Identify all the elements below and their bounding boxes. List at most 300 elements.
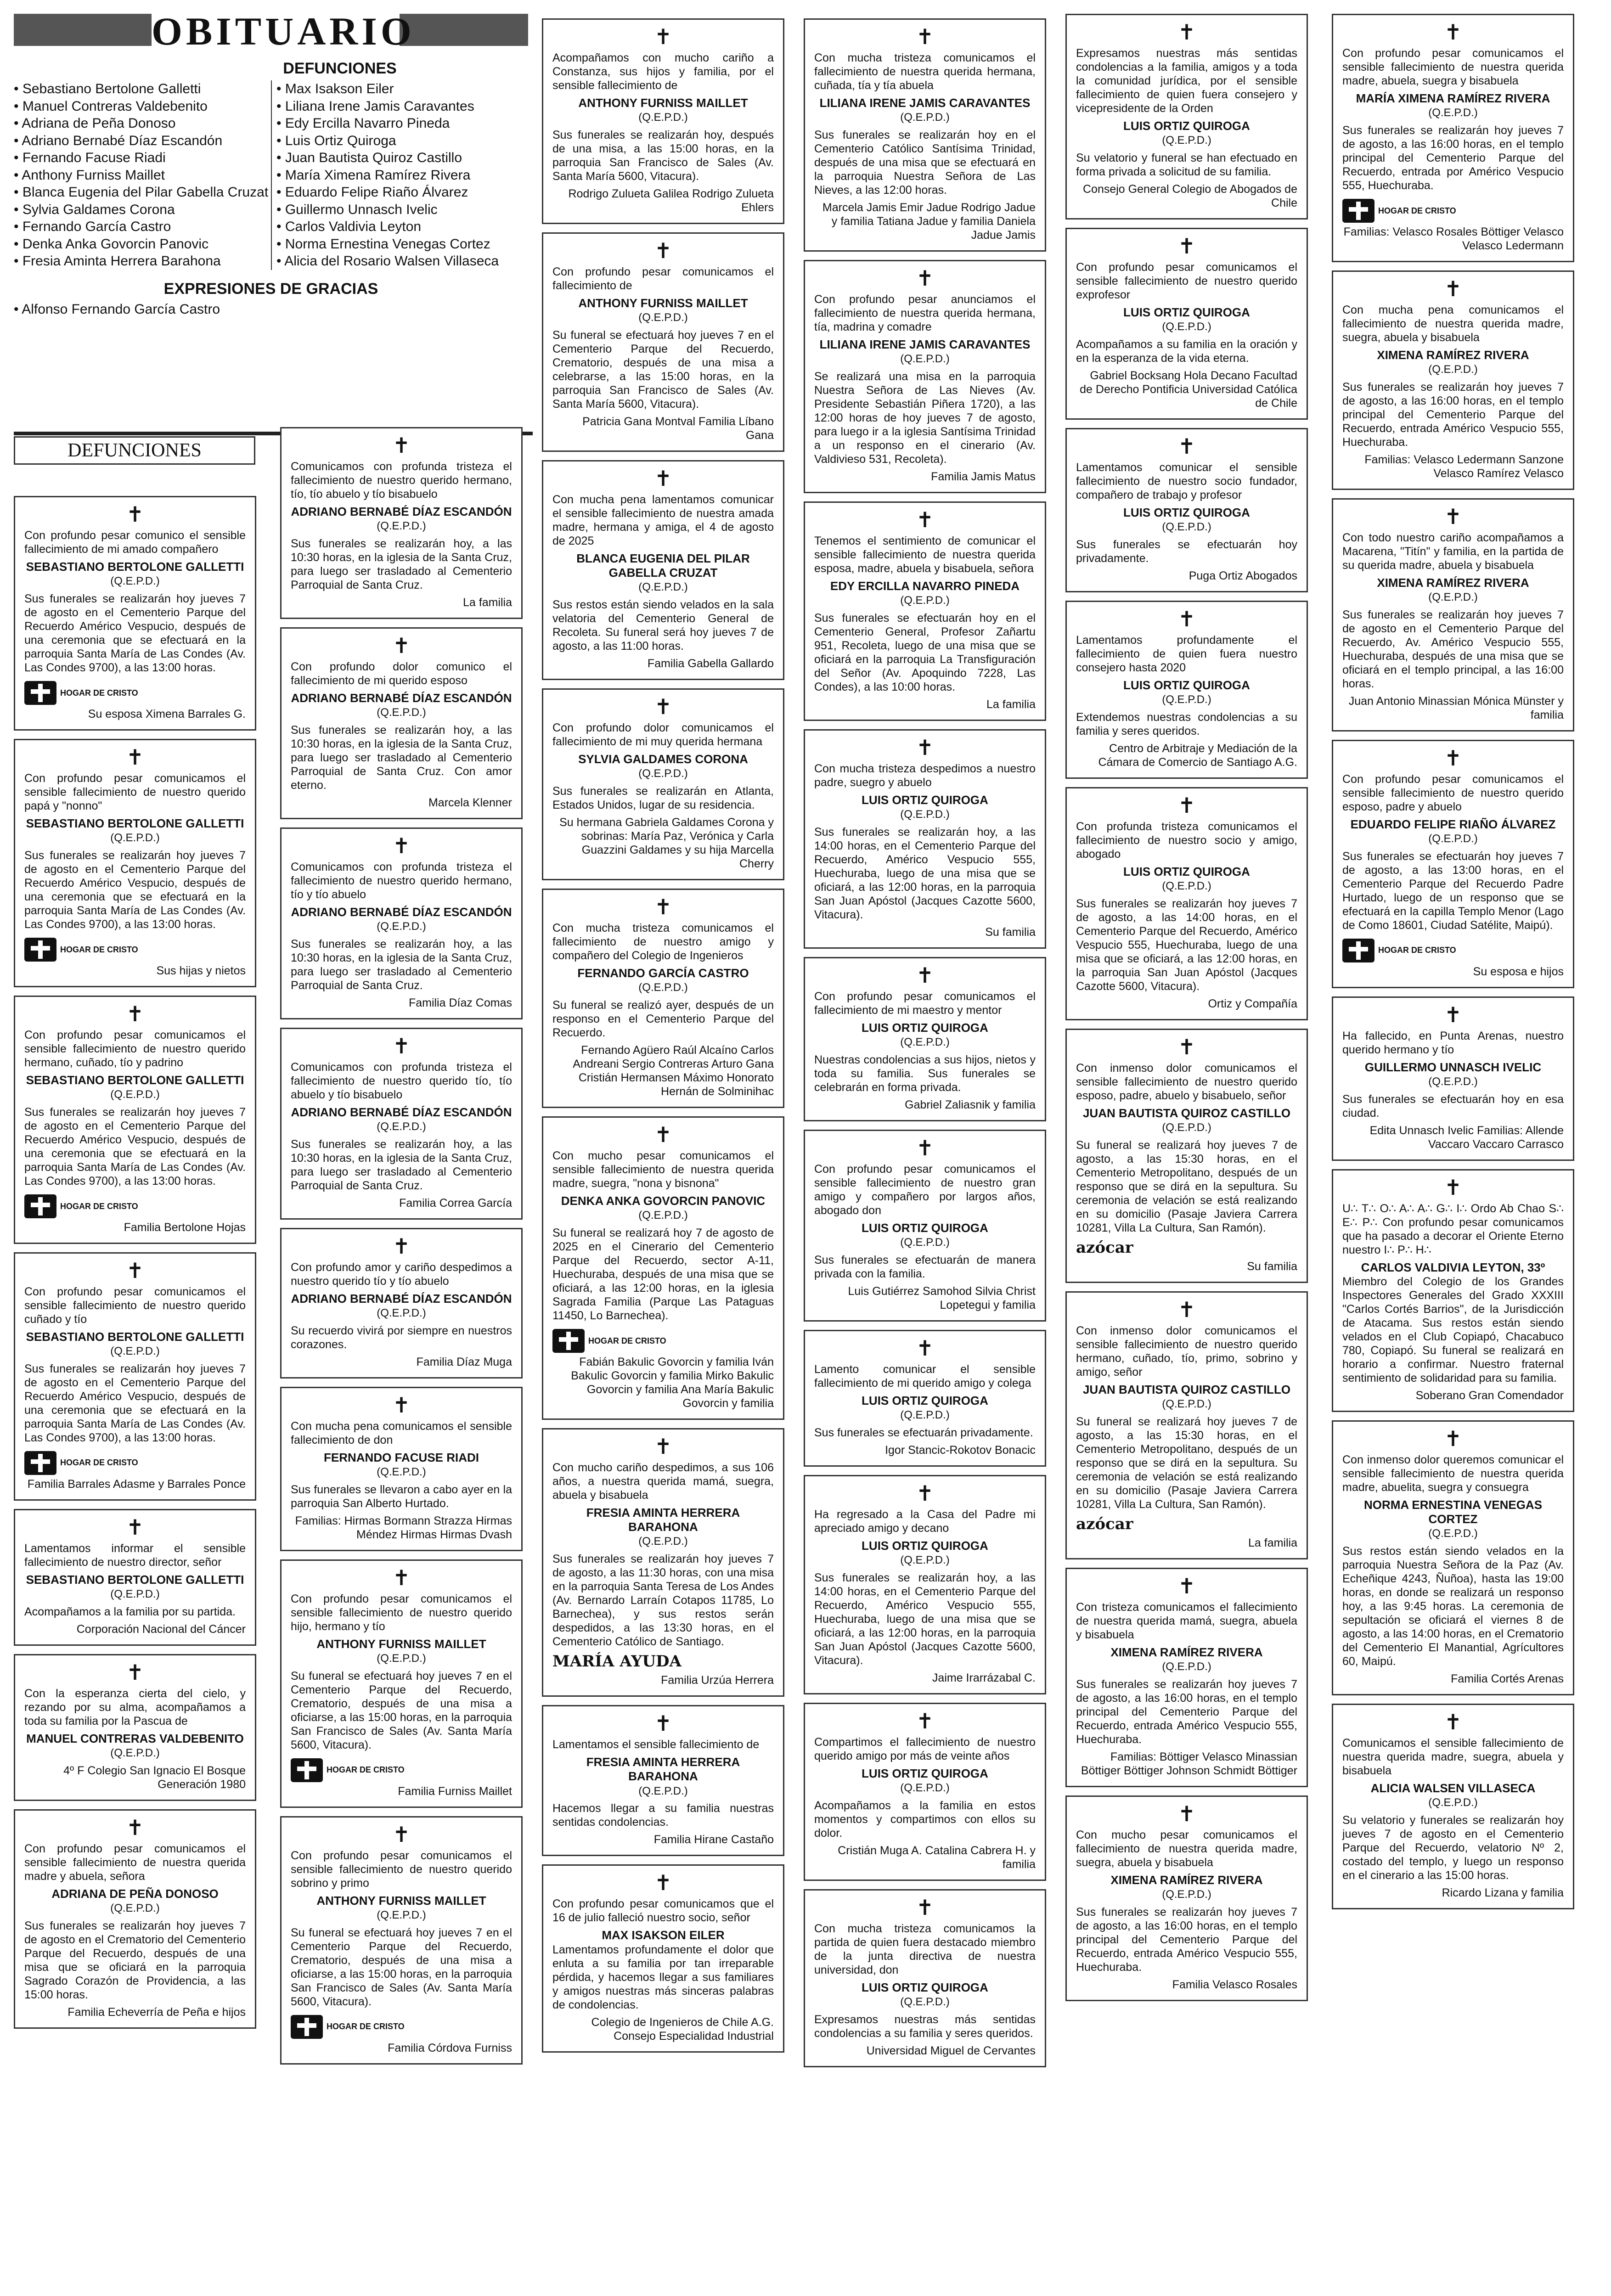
cross-icon: ✝ [654,895,672,920]
index-item: • Edy Ercilla Navarro Pineda [276,115,524,132]
qepd-label: (Q.E.P.D.) [638,767,688,780]
hogar-de-cristo-logo [24,681,138,705]
deceased-name: ANTHONY FURNISS MAILLET [578,96,748,110]
cross-icon: ✝ [916,735,934,760]
deceased-name: LUIS ORTIZ QUIROGA [862,1766,988,1780]
notice-intro: Con profundo pesar comunicamos el sensible fallecimiento de nuestro querido esposo, padre y abuelo [1342,772,1564,813]
obituary-notice [1332,996,1574,1161]
index-item: • Fernando García Castro [14,218,271,236]
index-item: • Sylvia Galdames Corona [14,201,271,219]
deceased-name: NORMA ERNESTINA VENEGAS CORTEZ [1363,1498,1543,1526]
qepd-label: (Q.E.P.D.) [900,111,950,124]
notice-intro: Con profundo pesar comunicamos el sensible fallecimiento de nuestro querido sobrino y primo [291,1849,512,1890]
cross-icon: ✝ [392,1033,411,1058]
notice-body: Sus funerales se realizarán hoy en el Cementerio Católico Santísima Trinidad, después de una misa que se efectuará en la parroquia Nuestra Señora de Las Nieves, a las 12:00 horas. [814,128,1036,197]
obituary-notice [804,1130,1046,1322]
column-3 [542,18,784,2061]
qepd-label: (Q.E.P.D.) [638,311,688,324]
hogar-de-cristo-logo [24,1194,138,1218]
deceased-name: LUIS ORTIZ QUIROGA [862,793,988,807]
obituary-notice [804,501,1046,721]
deceased-name: DENKA ANKA GOVORCIN PANOVIC [561,1194,766,1208]
notice-body: Sus funerales se efectuarán hoy jueves 7 de agosto, a las 13:00 horas, en el Cementerio Parque del Recuerdo Padre Hurtado, luego de un responso que se efectuará en la capilla Templo Menor (Lago de Como 18601, Ciudad Satélite, Maipú). [1342,850,1564,932]
hogar-de-cristo-logo [291,2015,405,2039]
cross-icon: ✝ [1444,1002,1462,1027]
azocar-logo: azócar [1076,1238,1133,1257]
notice-body: Sus funerales se efectuarán de manera privada con la familia. [814,1253,1036,1280]
notice-signature: Su familia [1247,1260,1297,1273]
qepd-label: (Q.E.P.D.) [638,1535,688,1548]
obituary-notice [14,1809,256,2029]
deceased-name: SEBASTIANO BERTOLONE GALLETTI [26,560,244,574]
index-item: • Adriana de Peña Donoso [14,115,271,132]
notice-signature: La familia [986,698,1036,711]
qepd-label: (Q.E.P.D.) [638,111,688,124]
cross-icon: ✝ [654,1711,672,1736]
obituary-notice [542,232,784,452]
qepd-label: (Q.E.P.D.) [900,1782,950,1795]
notice-intro: Con mucho cariño despedimos, a sus 106 años, a nuestra querida mamá, suegra, abuela y bisabuela [552,1461,774,1502]
deceased-name: SEBASTIANO BERTOLONE GALLETTI [26,1329,244,1344]
obituary-notice [1332,1169,1574,1412]
hogar-de-cristo-icon [24,1451,56,1475]
obituary-notice [804,260,1046,493]
notice-signature: Familia Urzúa Herrera [661,1674,774,1687]
index-list-right [276,80,524,270]
notice-intro: Con todo nuestro cariño acompañamos a Macarena, "Titín" y familia, en la partida de su querida madre, abuela y bisabuela [1342,531,1564,572]
index-item: • Blanca Eugenia del Pilar Gabella Cruzat [14,184,271,201]
cross-icon: ✝ [126,1001,144,1026]
cross-icon: ✝ [916,1708,934,1733]
qepd-label: (Q.E.P.D.) [638,981,688,994]
notice-intro: Con profunda tristeza comunicamos el fallecimiento de nuestro socio y amigo, abogado [1076,820,1297,861]
maria-ayuda-logo: MARÍA AYUDA [552,1652,682,1671]
notice-body: Sus funerales se realizarán hoy jueves 7 de agosto en el Cementerio Parque del Recuerdo Américo Vespucio, después de una ceremonia que se efectuará en la parroquia Santa María de Las Condes (Av. Las Condes 9700), a las 13:00 horas. [24,592,246,674]
deceased-name: LUIS ORTIZ QUIROGA [862,1221,988,1235]
notice-intro: Con profundo pesar comunicamos el sensible fallecimiento de nuestro gran amigo y compañero por largos años, abogado don [814,1162,1036,1217]
cross-icon: ✝ [1444,504,1462,529]
hogar-de-cristo-text: HOGAR DE CRISTO [60,688,138,698]
qepd-label: (Q.E.P.D.) [1162,134,1211,147]
obituary-notice [1332,498,1574,732]
qepd-label: (Q.E.P.D.) [900,808,950,821]
deceased-name: ADRIANA DE PEÑA DONOSO [51,1886,219,1901]
cross-icon: ✝ [126,744,144,770]
obituary-notice [1065,1291,1308,1559]
cross-icon: ✝ [126,1660,144,1685]
cross-icon: ✝ [916,1135,934,1160]
qepd-label: (Q.E.P.D.) [638,1784,688,1797]
index-item: • Luis Ortiz Quiroga [276,132,524,150]
notice-intro: Tenemos el sentimiento de comunicar el sensible fallecimiento de nuestra querida esposa, madre, abuela y bisabuela, señora [814,534,1036,575]
qepd-label: (Q.E.P.D.) [1428,1075,1478,1088]
notice-body: Sus funerales se efectuarán hoy en el Cementerio General, Profesor Zañartu 951, Recoleta, luego de una misa que se oficiará en la parroquia La Transfiguración del Señor (Av. Apoquindo 7228, Las Condes), a las 10:00 horas. [814,611,1036,693]
obituary-notice [542,889,784,1108]
qepd-label: (Q.E.P.D.) [1428,107,1478,119]
qepd-label: (Q.E.P.D.) [377,1466,426,1479]
obituary-notice [542,1116,784,1420]
notice-intro: Con inmenso dolor comunicamos el sensible fallecimiento de nuestro querido hermano, cuñado, tío, primo, sobrino y amigo, señor [1076,1324,1297,1379]
obituary-notice [1332,1704,1574,1909]
notice-body: Sus funerales se realizarán hoy, a las 10:30 horas, en la iglesia de la Santa Cruz, para luego ser trasladado al Cementerio Parroquial de Santa Cruz. [291,1137,512,1192]
index-item: • Denka Anka Govorcin Panovic [14,236,271,253]
hogar-de-cristo-icon [24,938,56,962]
notice-signature: Su esposa Ximena Barrales G. [88,707,246,720]
notice-signature: Familia Díaz Comas [408,996,512,1009]
hogar-de-cristo-logo [24,1451,138,1475]
notice-body: Su funeral se efectuará hoy jueves 7 en el Cementerio Parque del Recuerdo, Crematorio, después de una misa a oficiarse, a las 15:00 horas, en la parroquia San Francisco de Sales (Av. Santa María 5600, Vitacura). [291,1669,512,1751]
notice-body: Lamentamos profundamente el dolor que enluta a su familia por tan irreparable pérdida, y hacemos llegar a sus familiares y amigos nuestras más sinceras palabras de condolencias. [552,1943,774,2011]
cross-icon: ✝ [392,833,411,858]
index-item: • Guillermo Unnasch Ivelic [276,201,524,219]
notice-signature: Igor Stancic-Rokotov Bonacic [885,1443,1036,1457]
hogar-de-cristo-icon [552,1329,585,1353]
azocar-logo: azócar [1076,1514,1133,1533]
obituary-notice [542,1705,784,1856]
deceased-name: SEBASTIANO BERTOLONE GALLETTI [26,1073,244,1087]
notice-body: Su funeral se efectuará hoy jueves 7 en el Cementerio Parque del Recuerdo, Crematorio, después de una misa a celebrarse, a las 15:00 horas, en la parroquia San Francisco de Sales (Av. Santa María 5600, Vitacura). [552,328,774,411]
notice-signature: Familias: Velasco Rosales Böttiger Velasco Velasco Ledermann [1343,225,1564,252]
obituary-notice [804,729,1046,949]
notice-signature: Gabriel Bocksang Hola Decano Facultad de Derecho Pontificia Universidad Católica de Chile [1080,369,1297,410]
notice-intro: Comunicamos con profunda tristeza el fallecimiento de nuestro querido tío, tío abuelo y tío bisabuelo [291,1060,512,1101]
deceased-name: LUIS ORTIZ QUIROGA [1123,678,1250,692]
cross-icon: ✝ [392,1233,411,1259]
notice-body: Sus funerales se realizarán hoy, a las 10:30 horas, en la iglesia de la Santa Cruz, para luego ser trasladado al Cementerio Parroquial de Santa Cruz. Con amor eterno. [291,723,512,792]
notice-signature: Cristián Muga A. Catalina Cabrera H. y familia [838,1844,1036,1871]
obituary-notice [280,627,523,819]
deceased-name: EDUARDO FELIPE RIAÑO ÁLVAREZ [1350,817,1556,831]
hogar-de-cristo-text: HOGAR DE CRISTO [588,1336,666,1345]
deceased-name: LUIS ORTIZ QUIROGA [862,1020,988,1035]
obituary-notice [1065,1568,1308,1787]
obituary-notice [280,1228,523,1379]
notice-intro: Con profundo pesar comunicamos el sensible fallecimiento de nuestro querido exprofesor [1076,260,1297,301]
notice-body: Sus funerales se realizarán hoy, a las 10:30 horas, en la iglesia de la Santa Cruz, para luego ser trasladado al Cementerio Parroquial de Santa Cruz. [291,937,512,992]
cross-icon: ✝ [1444,1710,1462,1735]
obituary-notice [1332,270,1574,490]
section-title: DEFUNCIONES [14,436,255,465]
deceased-name: LILIANA IRENE JAMIS CARAVANTES [819,96,1031,110]
page-title: OBITUARIO [152,9,415,53]
notice-signature: Colegio de Ingenieros de Chile A.G. Consejo Especialidad Industrial [591,2015,774,2043]
obituary-notice [280,427,523,619]
qepd-label: (Q.E.P.D.) [1162,693,1211,706]
cross-icon: ✝ [654,466,672,491]
deceased-name: XIMENA RAMÍREZ RIVERA [1110,1873,1263,1887]
index-item: • Adriano Bernabé Díaz Escandón [14,132,271,150]
notice-intro: Con tristeza comunicamos el fallecimiento de nuestra querida mamá, suegra, abuela y bisabuela [1076,1600,1297,1641]
notice-intro: Con inmenso dolor comunicamos el sensible fallecimiento de nuestro querido esposo, padre, abuelo y bisabuelo, señor [1076,1061,1297,1102]
hogar-de-cristo-logo [1342,199,1456,223]
qepd-label: (Q.E.P.D.) [1162,1121,1211,1134]
notice-body: Se realizará una misa en la parroquia Nuestra Señora de Las Nieves (Av. Presidente Sebastián Piñera 1720), a las 12:00 horas de hoy jueves 7 de agosto, para luego ir a la iglesia Santísima Trinidad a un responso en el cinerario (Av. Valdivieso 531, Recoleta). [814,370,1036,466]
notice-body: Sus funerales se efectuarán hoy privadamente. [1076,538,1297,565]
notice-body: Miembro del Colegio de los Grandes Inspectores Generales del Grado XXXIII "Carlos Cortés Barrios", de la Jurisdicción de Atacama. Sus restos están siendo velados en el Club Copiapó, Chacabuco 780, Copiapó. Su funeral se realizará en horario a confirmar. Nuestro fraternal sentimiento de solidaridad para su familia. [1342,1275,1564,1385]
notice-body: Su velatorio y funeral se han efectuado en forma privada a solicitud de su familia. [1076,151,1297,178]
notice-body: Acompañamos a la familia en estos momentos y compartimos con ellos su dolor. [814,1799,1036,1840]
deceased-name: LUIS ORTIZ QUIROGA [1123,119,1250,133]
notice-intro: Con profundo pesar comunicamos que el 16 de julio falleció nuestro socio, señor [552,1897,774,1925]
index-item: • Max Isakson Eiler [276,80,524,98]
index-list-left [14,80,272,270]
qepd-label: (Q.E.P.D.) [638,1209,688,1222]
notice-intro: Con la esperanza cierta del cielo, y rezando por su alma, acompañamos a toda su familia por la Pascua de [24,1687,246,1728]
cross-icon: ✝ [1177,606,1196,631]
notice-signature: Familia Velasco Rosales [1172,1978,1297,1991]
notice-signature: Familia Correa García [399,1196,512,1210]
qepd-label: (Q.E.P.D.) [110,832,160,844]
cross-icon: ✝ [392,1565,411,1590]
hogar-de-cristo-icon [1342,199,1374,223]
cross-icon: ✝ [126,1815,144,1840]
notice-signature: Soberano Gran Comendador [1415,1389,1564,1402]
qepd-label: (Q.E.P.D.) [900,353,950,366]
deceased-name: FERNANDO GARCÍA CASTRO [577,966,749,980]
notice-intro: Con profundo amor y cariño despedimos a nuestro querido tío y tío abuelo [291,1261,512,1288]
qepd-label: (Q.E.P.D.) [110,1588,160,1601]
notice-signature: Edita Unnasch Ivelic Familias: Allende Vaccaro Vaccaro Carrasco [1369,1124,1564,1151]
notice-intro: Comunicamos con profunda tristeza el fallecimiento de nuestro querido hermano, tío, tío abuelo y tío bisabuelo [291,460,512,501]
deceased-name: JUAN BAUTISTA QUIROZ CASTILLO [1082,1382,1291,1396]
notice-signature: Corporación Nacional del Cáncer [76,1622,246,1636]
deceased-name: FERNANDO FACUSE RIADI [323,1450,479,1464]
obituary-notice [14,496,256,731]
cross-icon: ✝ [654,24,672,49]
qepd-label: (Q.E.P.D.) [900,1036,950,1049]
notice-signature: Fernando Agüero Raúl Alcaíno Carlos Andreani Sergio Contreras Arturo Gana Cristián Hermansen Máximo Honorato Hernán de Solminihac [573,1044,774,1098]
hogar-de-cristo-text: HOGAR DE CRISTO [1378,945,1456,955]
notice-body: Sus funerales se realizarán hoy jueves 7 de agosto, a las 16:00 horas, en el templo principal del Cementerio Parque del Recuerdo, entrada Américo Vespucio 555, Huechuraba. [1076,1905,1297,1974]
notice-signature: La familia [1248,1536,1297,1549]
index-gracias-list [14,301,528,318]
cross-icon: ✝ [916,1335,934,1361]
notice-signature: Familia Hirane Castaño [653,1833,774,1846]
notice-intro: Comunicamos el sensible fallecimiento de nuestra querida madre, suegra, abuela y bisabuela [1342,1737,1564,1778]
deceased-name: ADRIANO BERNABÉ DÍAZ ESCANDÓN [291,1291,512,1306]
deceased-name: ADRIANO BERNABÉ DÍAZ ESCANDÓN [291,1105,512,1119]
notice-signature: Ricardo Lizana y familia [1442,1886,1564,1900]
index-item: • Liliana Irene Jamis Caravantes [276,98,524,115]
deceased-name: LUIS ORTIZ QUIROGA [862,1393,988,1407]
qepd-label: (Q.E.P.D.) [1428,833,1478,845]
notice-signature: Familias: Böttiger Velasco Minassian Böttiger Böttiger Johnson Schmidt Böttiger [1081,1750,1297,1777]
qepd-label: (Q.E.P.D.) [1162,880,1211,893]
notice-intro: Con mucha tristeza comunicamos el fallecimiento de nuestra querida hermana, cuñada, tía y tía abuela [814,51,1036,92]
notice-intro: Comunicamos con profunda tristeza el fallecimiento de nuestro querido hermano, tío y tío abuelo [291,860,512,901]
qepd-label: (Q.E.P.D.) [377,1652,426,1665]
cross-icon: ✝ [1444,276,1462,301]
hogar-de-cristo-icon [1342,939,1374,962]
notice-intro: Con profundo pesar comunicamos el sensible fallecimiento de nuestra querida madre y abuela, señora [24,1842,246,1883]
index-item: • Carlos Valdivia Leyton [276,218,524,236]
notice-intro: Ha fallecido, en Punta Arenas, nuestro querido hermano y tío [1342,1029,1564,1056]
notice-signature: Gabriel Zaliasnik y familia [905,1098,1036,1111]
notice-intro: Con mucho pesar comunicamos el sensible fallecimiento de nuestra querida madre, suegra, "nona y bisnona" [552,1149,774,1190]
notice-signature: Marcela Klenner [428,796,512,809]
deceased-name: SYLVIA GALDAMES CORONA [578,752,748,766]
cross-icon: ✝ [1444,20,1462,45]
notice-intro: U∴ T∴ O∴ A∴ A∴ G∴ I∴ Ordo Ab Chao S∴ E∴ P∴ Con profundo pesar comunicamos que ha pasado a decorar el Oriente Eterno nuestro I∴ P∴ H∴ [1342,1202,1564,1256]
notice-signature: Familia Gabella Gallardo [647,657,774,670]
obituary-notice [1065,787,1308,1020]
obituary-notice [14,1252,256,1501]
index-item: • Alicia del Rosario Walsen Villaseca [276,253,524,270]
notice-intro: Con inmenso dolor queremos comunicar el sensible fallecimiento de nuestra querida madre, abuelita, suegra y consuegra [1342,1453,1564,1494]
deceased-name: XIMENA RAMÍREZ RIVERA [1377,348,1529,362]
notice-signature: Centro de Arbitraje y Mediación de la Cámara de Comercio de Santiago A.G. [1098,742,1297,769]
obituary-notice [804,1330,1046,1467]
qepd-label: (Q.E.P.D.) [900,1236,950,1249]
qepd-label: (Q.E.P.D.) [1162,321,1211,333]
notice-signature: Familia Echeverría de Peña e hijos [68,2005,246,2019]
obituary-notice [542,688,784,880]
hogar-de-cristo-text: HOGAR DE CRISTO [1378,206,1456,215]
notice-intro: Lamentamos comunicar el sensible fallecimiento de nuestro socio fundador, compañero de trabajo y profesor [1076,461,1297,501]
deceased-name: LUIS ORTIZ QUIROGA [1123,505,1250,519]
index-item: • Anthony Furniss Maillet [14,167,271,184]
notice-intro: Con mucho pesar comunicamos el fallecimiento de nuestra querida madre, suegra, abuela y bisabuela [1076,1828,1297,1869]
notice-signature: Familia Bertolone Hojas [124,1221,246,1234]
notice-intro: Con profundo dolor comunicamos el fallecimiento de mi muy querida hermana [552,721,774,748]
cross-icon: ✝ [1177,1297,1196,1322]
obituary-notice [280,827,523,1019]
obituary-notice [14,1654,256,1801]
hogar-de-cristo-text: HOGAR DE CRISTO [327,1765,405,1775]
notice-signature: Familia Barrales Adasme y Barrales Ponce [27,1477,246,1491]
notice-signature: Familia Furniss Maillet [398,1784,512,1798]
obituary-notice [1065,14,1308,219]
qepd-label: (Q.E.P.D.) [377,1909,426,1922]
notice-intro: Con mucha pena lamentamos comunicar el sensible fallecimiento de nuestra amada madre, hermana y amiga, el 4 de agosto de 2025 [552,493,774,547]
deceased-name: XIMENA RAMÍREZ RIVERA [1377,575,1529,590]
index-defunciones-title: DEFUNCIONES [283,60,397,77]
cross-icon: ✝ [1177,793,1196,818]
notice-body: Nuestras condolencias a sus hijos, nietos y toda su familia. Sus funerales se celebrarán en forma privada. [814,1053,1036,1094]
notice-body: Sus funerales se realizarán hoy jueves 7 de agosto, a las 16:00 horas, en el templo principal del Cementerio Parque del Recuerdo, entrada por Américo Vespucio 555, Huechuraba. [1342,124,1564,192]
hogar-de-cristo-text: HOGAR DE CRISTO [60,945,138,954]
obituary-notice [280,1559,523,1808]
notice-intro: Con mucha tristeza comunicamos la partida de quien fuera destacado miembro de la junta directiva de nuestra universidad, don [814,1922,1036,1976]
deceased-name: LUIS ORTIZ QUIROGA [862,1538,988,1553]
obituary-notice [542,1428,784,1697]
deceased-name: ALICIA WALSEN VILLASECA [1370,1781,1536,1795]
notice-intro: Con profundo pesar comunicamos el sensible fallecimiento de nuestra querida madre, abuela, suegra y bisabuela [1342,47,1564,87]
hogar-de-cristo-logo [291,1758,405,1782]
cross-icon: ✝ [126,1514,144,1540]
notice-body: Su funeral se realizará hoy 7 de agosto de 2025 en el Cinerario del Cementerio Parque del Recuerdo, sector A-11, Huechuraba, después de una misa que se oficiará, a las 12:00 horas, en la iglesia Sagrada Familia (Parque Las Pataguas 11450, Lo Barnechea). [552,1227,774,1322]
notice-body: Extendemos nuestras condolencias a su familia y seres queridos. [1076,710,1297,737]
deceased-name: ANTHONY FURNISS MAILLET [316,1893,486,1908]
notice-signature: Su hermana Gabriela Galdames Corona y sobrinas: María Paz, Verónica y Carla Guazzini Galdames y su hija Marcella Cherry [559,816,774,871]
notice-signature: Puga Ortiz Abogados [1189,569,1297,582]
deceased-name: MARÍA XIMENA RAMÍREZ RIVERA [1356,91,1550,105]
deceased-name: MAX ISAKSON EILER [602,1928,725,1942]
notice-body: Sus funerales se realizarán hoy jueves 7 de agosto, a las 16:00 horas, en el templo principal del Cementerio Parque del Recuerdo, entrada Américo Vespucio 555, Huechuraba. [1342,380,1564,449]
obituary-notice [14,1509,256,1646]
obituary-notice [1332,1420,1574,1695]
qepd-label: (Q.E.P.D.) [900,1996,950,2009]
deceased-name: BLANCA EUGENIA DEL PILAR GABELLA CRUZAT [576,551,750,580]
deceased-name: ADRIANO BERNABÉ DÍAZ ESCANDÓN [291,691,512,705]
column-5 [1065,14,1308,2009]
obituary-notice [804,1889,1046,2067]
deceased-name: ANTHONY FURNISS MAILLET [316,1637,486,1651]
cross-icon: ✝ [654,1434,672,1459]
obituary-notice [1065,601,1308,779]
qepd-label: (Q.E.P.D.) [900,594,950,607]
hogar-de-cristo-text: HOGAR DE CRISTO [327,2022,405,2032]
notice-signature: Sus hijas y nietos [156,964,246,977]
cross-icon: ✝ [916,507,934,532]
notice-body: Sus funerales se realizarán hoy jueves 7 de agosto en el Cementerio Parque del Recuerdo Américo Vespucio, después de una ceremonia que se efectuará en la parroquia Santa María de Las Condes (Av. Las Condes 9700), a las 13:00 horas. [24,1362,246,1444]
deceased-name: FRESIA AMINTA HERRERA BARAHONA [586,1506,740,1534]
notice-signature: Familia Córdova Furniss [388,2041,512,2054]
notice-body: Su funeral se realizó ayer, después de un responso en el Cementerio Parque del Recuerdo. [552,999,774,1040]
obituary-notice [1065,1029,1308,1283]
notice-intro: Con mucha pena comunicamos el sensible fallecimiento de don [291,1419,512,1446]
obituary-notice [804,1475,1046,1694]
deceased-name: FRESIA AMINTA HERRERA BARAHONA [586,1755,740,1784]
deceased-name: LUIS ORTIZ QUIROGA [1123,305,1250,319]
obituary-notice [1332,740,1574,988]
qepd-label: (Q.E.P.D.) [377,1307,426,1320]
cross-icon: ✝ [916,962,934,988]
deceased-name: ADRIANO BERNABÉ DÍAZ ESCANDÓN [291,905,512,919]
column-4 [804,18,1046,2076]
notice-signature: Consejo General Colegio de Abogados de Chile [1082,182,1297,209]
notice-body: Sus funerales se realizarán hoy, después de una misa, a las 15:00 horas, en la parroquia San Francisco de Sales (Av. Santa María 5600, Vitacura). [552,128,774,183]
notice-intro: Con mucha tristeza despedimos a nuestro padre, suegro y abuelo [814,762,1036,789]
qepd-label: (Q.E.P.D.) [377,706,426,719]
index-item: • Juan Bautista Quiroz Castillo [276,149,524,167]
hogar-de-cristo-text: HOGAR DE CRISTO [60,1201,138,1211]
deceased-name: GUILLERMO UNNASCH IVELIC [1364,1060,1542,1074]
qepd-label: (Q.E.P.D.) [900,1409,950,1422]
qepd-label: (Q.E.P.D.) [1428,591,1478,604]
notice-body: Sus funerales se realizarán hoy, a las 14:00 horas, en el Cementerio Parque del Recuerdo, Américo Vespucio 555, Huechuraba, luego de una misa que se oficiará, a las 12:00 horas, en la parroquia San Juan Apóstol (Jacques Cazotte 5600, Vitacura). [814,1571,1036,1667]
obituary-notice [542,1864,784,2052]
obituary-notice [280,1028,523,1220]
qepd-label: (Q.E.P.D.) [1428,1527,1478,1540]
cross-icon: ✝ [916,265,934,291]
notice-intro: Con profundo pesar comunicamos el sensible fallecimiento de nuestro querido cuñado y tío [24,1285,246,1326]
notice-signature: Jaime Irarrázabal C. [932,1671,1036,1684]
qepd-label: (Q.E.P.D.) [1162,521,1211,534]
qepd-label: (Q.E.P.D.) [1428,1796,1478,1809]
qepd-label: (Q.E.P.D.) [1162,1888,1211,1901]
notice-intro: Ha regresado a la Casa del Padre mi apreciado amigo y decano [814,1508,1036,1535]
notice-signature: Familias: Hirmas Bormann Strazza Hirmas Méndez Hirmas Hirmas Dvash [295,1514,512,1541]
qepd-label: (Q.E.P.D.) [377,520,426,533]
index-gracias-title: EXPRESIONES DE GRACIAS [163,280,378,298]
deceased-name: SEBASTIANO BERTOLONE GALLETTI [26,816,244,830]
notice-intro: Compartimos el fallecimiento de nuestro querido amigo por más de veinte años [814,1735,1036,1762]
hogar-de-cristo-text: HOGAR DE CRISTO [60,1458,138,1468]
cross-icon: ✝ [1177,1573,1196,1598]
notice-intro: Con profundo pesar comunicamos el fallecimiento de mi maestro y mentor [814,990,1036,1017]
notice-body: Su funeral se realizará hoy jueves 7 de agosto, a las 15:30 horas, en el Cementerio Metropolitano, después de un responso que se dirá en la sepultura. Su ceremonia de velación se está realizando en su domicilio (Pasaje Javiera Carrera 10281, Villa La Cultura, San Ramón). [1076,1138,1297,1234]
cross-icon: ✝ [1444,1175,1462,1200]
index-item: • Eduardo Felipe Riaño Álvarez [276,184,524,201]
notice-intro: Expresamos nuestras más sentidas condolencias a la familia, amigos y a toda la comunidad jurídica, por el sensible fallecimiento de quien fuera consejero y vicepresidente de la Orden [1076,47,1297,115]
deceased-name: ADRIANO BERNABÉ DÍAZ ESCANDÓN [291,505,512,518]
notice-body: Sus funerales se efectuarán hoy en esa ciudad. [1342,1092,1564,1120]
column-2 [280,427,523,2073]
notice-intro: Con profundo pesar anunciamos el fallecimiento de nuestra querida hermana, tía, madrina y comadre [814,293,1036,333]
notice-intro: Con mucha pena comunicamos el fallecimiento de nuestra querida madre, suegra, abuela y bisabuela [1342,303,1564,344]
notice-body: Acompañamos a su familia en la oración y en la esperanza de la vida eterna. [1076,338,1297,365]
